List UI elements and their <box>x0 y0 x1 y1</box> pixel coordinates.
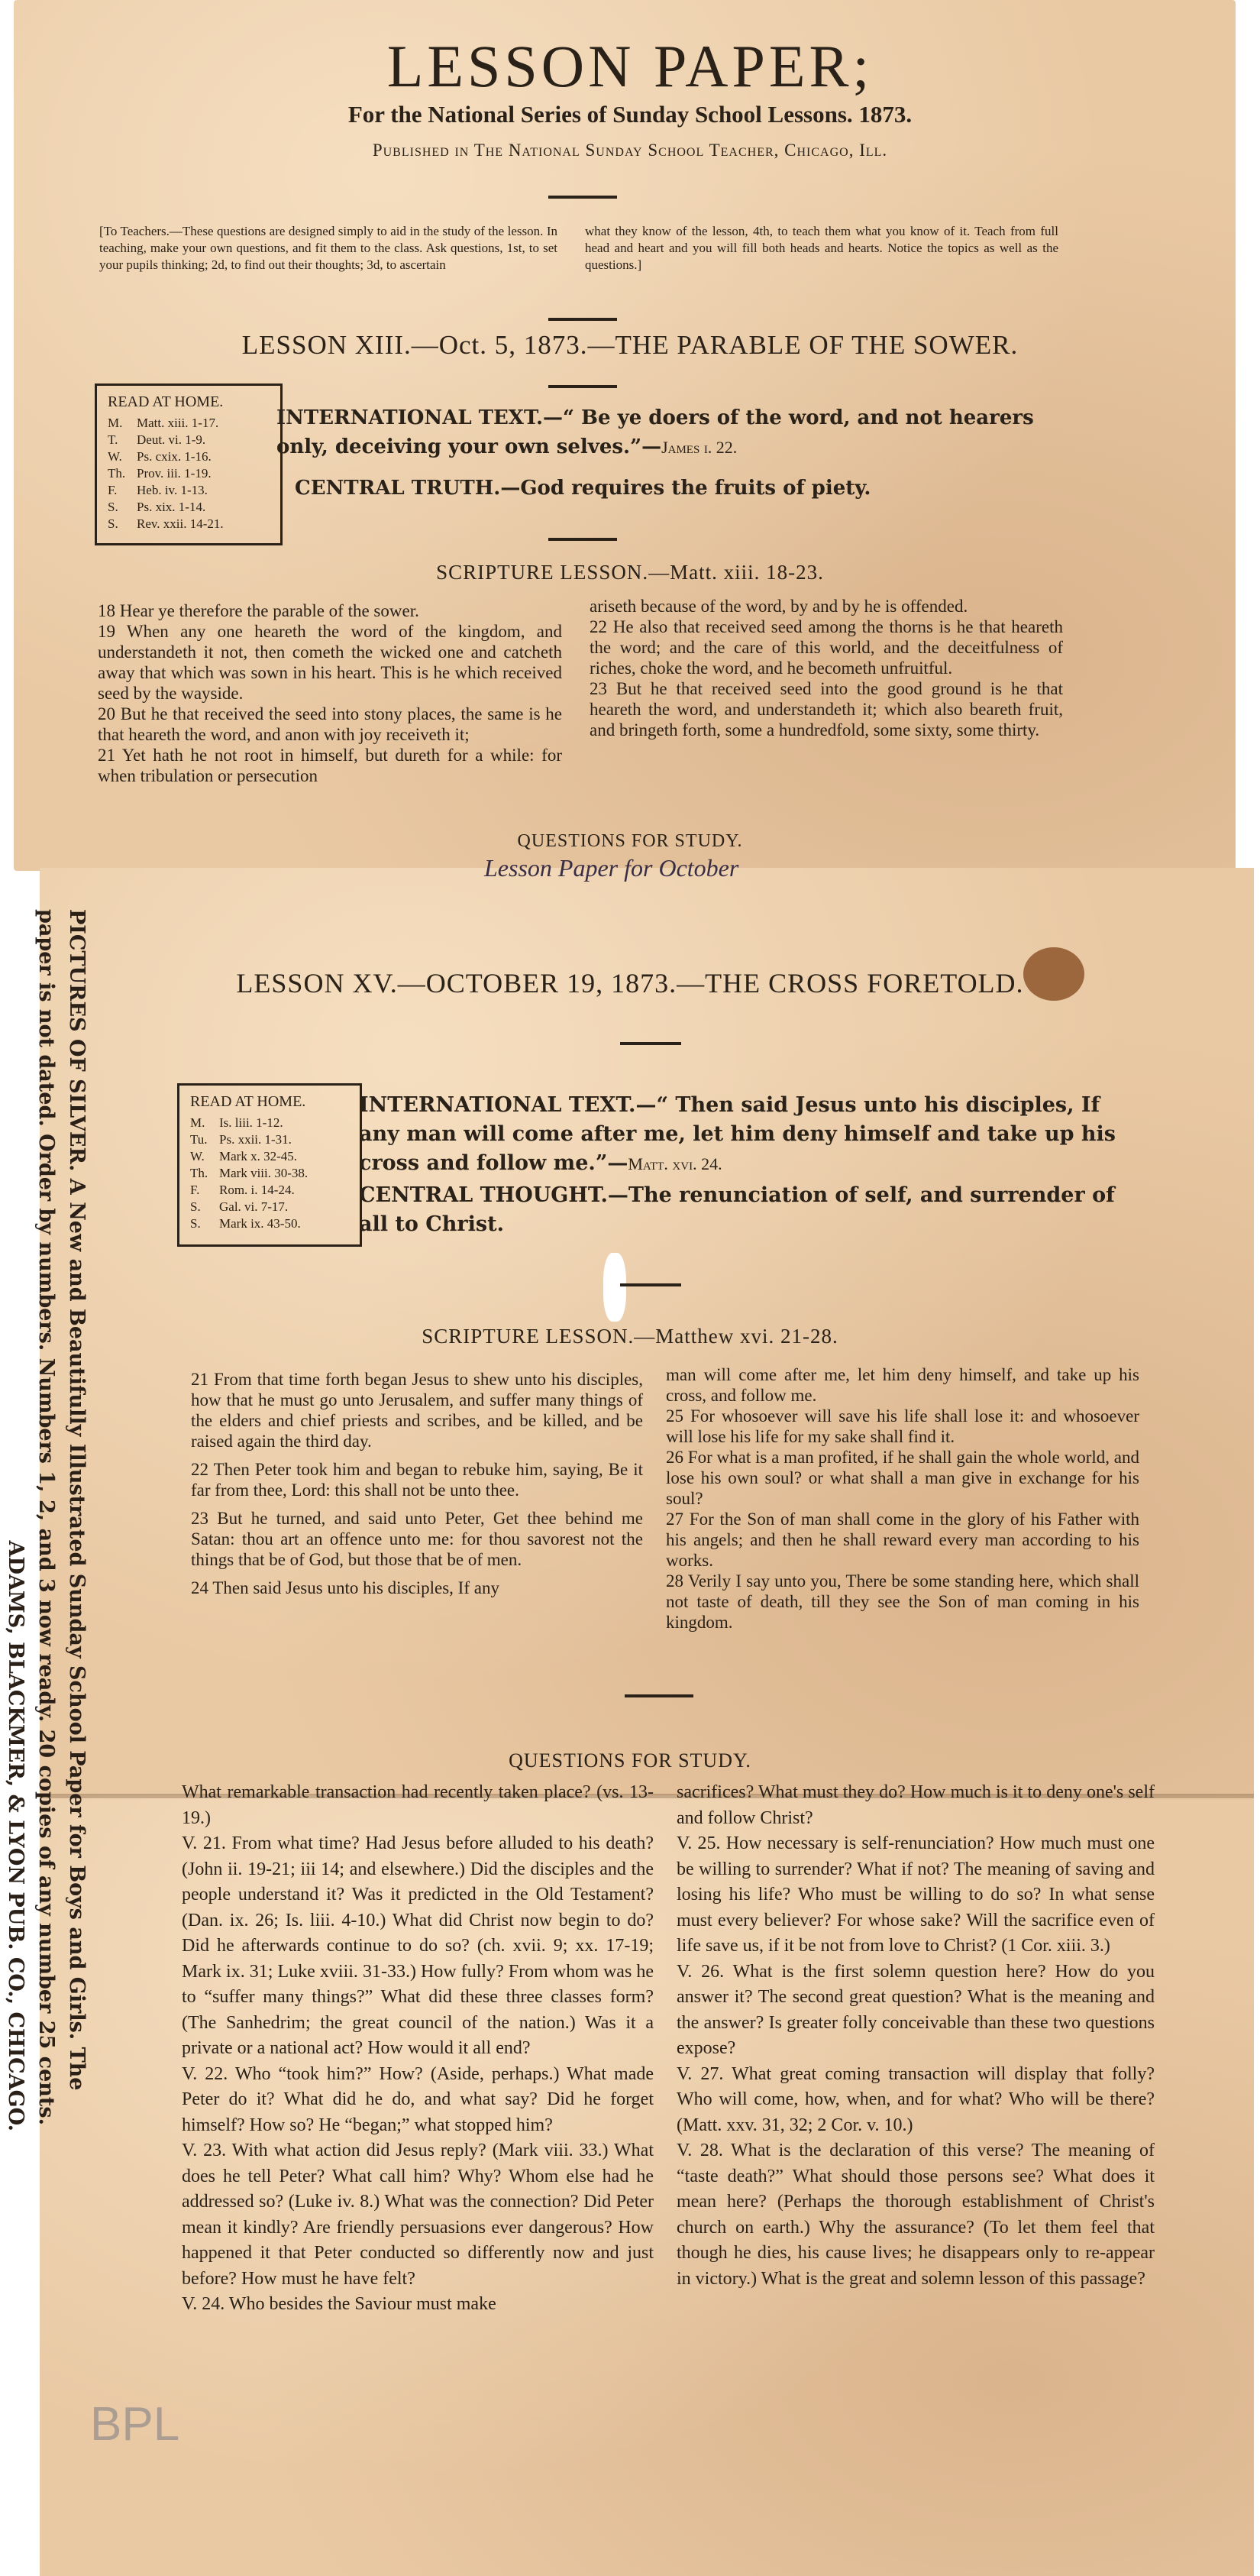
reading-row: Tu. Ps. xxii. 1-31. <box>190 1132 292 1147</box>
reading-row: S. Gal. vi. 7-17. <box>190 1199 289 1214</box>
handwritten-note: Lesson Paper for October <box>484 854 739 882</box>
divider <box>548 196 617 199</box>
divider <box>620 1042 681 1045</box>
reading-row: M. Matt. xiii. 1-17. <box>108 416 219 430</box>
read-at-home-label: READ AT HOME. <box>108 393 224 410</box>
verse: 23 But he that received seed into the good ground is he that heareth the word, and understandeth it; which also beareth fruit, and bringeth forth, some a hundredfold, some sixty, some thirty. <box>590 679 1063 739</box>
publisher-line: Published in The National Sunday School Teacher, Chicago, Ill. <box>372 141 888 160</box>
divider <box>548 318 617 321</box>
teacher-note-left: [To Teachers.—These questions are designed simply to aid in the study of the lesson. In teaching, make your own questions, and fit them to the class. Ask questions, 1st, to set your pupils thinking; 2d, to find out their thoughts; 3d, to ascertain <box>99 224 557 272</box>
teacher-note-right: what they know of the lesson, 4th, to teach them what you know of it. Teach from full head and heart and you will fill both heads and hearts. Notice the topics as well as the questions.] <box>585 224 1058 272</box>
verse: 21 From that time forth began Jesus to shew unto his disciples, how that he must go unto Jerusalem, and suffer many things of the elders and chief priests and scribes, and be killed, and be raised again the third day. <box>191 1370 643 1451</box>
lesson13-questions-heading: QUESTIONS FOR STUDY. <box>517 831 743 851</box>
library-watermark: BPL <box>90 2398 180 2451</box>
lesson13-international-text: INTERNATIONAL TEXT.—“ Be ye doers of the word, and not hearers only, deceiving your own selves.”—James i. 22. <box>276 406 1034 458</box>
verse: 27 For the Son of man shall come in the glory of his Father with his angels; and then he shall reward every man according to his works. <box>666 1510 1139 1570</box>
reading-row: S. Rev. xxii. 14-21. <box>108 516 224 531</box>
reading-row: Th. Mark viii. 30-38. <box>190 1166 309 1180</box>
verse: 22 He also that received seed among the thorns is he that heareth the word; and the care of this world, and the deceitfulness of riches, choke the word, and he becometh unfruitful. <box>590 617 1063 678</box>
divider <box>620 1283 681 1286</box>
verse: 24 Then said Jesus unto his disciples, If any <box>191 1578 499 1597</box>
verse: 22 Then Peter took him and began to rebuke him, saying, Be it far from thee, Lord: this shall not be unto thee. <box>191 1460 643 1500</box>
verse: ariseth because of the word, by and by he is offended. <box>590 597 968 616</box>
lesson15-central-thought: CENTRAL THOUGHT.—The renunciation of self, and surrender of all to Christ. <box>359 1183 1115 1236</box>
verse: 19 When any one heareth the word of the kingdom, and understandeth it not, then cometh the wicked one and catcheth away that which was sown in his heart. This is he which received seed by the wayside. <box>98 622 562 703</box>
verse: 23 But he turned, and said unto Peter, Get thee behind me Satan: thou art an offence unto me: for thou savorest not the things that be of God, but those that be of men. <box>191 1509 643 1569</box>
page-title: LESSON PAPER; <box>386 33 874 99</box>
question-block: V. 22. Who “took him?” How? (Aside, perhaps.) What made Peter do it? What did he do, and what say? Did he forget himself? How so? He “began;” what stopped him? <box>182 2063 654 2135</box>
reading-row: Th. Prov. iii. 1-19. <box>108 466 212 481</box>
question-block: V. 28. What is the declaration of this verse? The meaning of “taste death?” What should those persons see? What does it mean here? (Perhaps the thorough establishment of Christ's church on earth.) Why the assurance? (To let them feel that though he dies, his cause lives; he disappears only to re-appear in victory.) What is the great and solemn lesson of this passage? <box>677 2141 1155 2289</box>
lesson15-heading: LESSON XV.—OCTOBER 19, 1873.—THE CROSS FORETOLD. <box>236 968 1024 998</box>
reading-row: F. Heb. iv. 1-13. <box>108 483 208 497</box>
reading-row: S. Ps. xix. 1-14. <box>108 500 206 514</box>
verse: 21 Yet hath he not root in himself, but dureth for a while: for when tribulation or persecution <box>98 746 562 785</box>
reading-row: T. Deut. vi. 1-9. <box>108 432 206 447</box>
lesson13-heading: LESSON XIII.—Oct. 5, 1873.—THE PARABLE OF THE SOWER. <box>241 330 1019 360</box>
questions-left-column <box>182 1780 654 2318</box>
divider <box>548 385 617 388</box>
question-block: V. 23. With what action did Jesus reply? (Mark viii. 33.) What does he tell Peter? What call him? Why? Whom else had he addressed so? (Luke iv. 8.) What was the connection? Did Peter mean it kindly? Are friendly persuasions ever dangerous? How happened it that Peter conducted so differently now and just before? How must he have felt? <box>182 2141 654 2289</box>
lesson15-questions-heading: QUESTIONS FOR STUDY. <box>509 1749 751 1772</box>
lesson15-international-text: INTERNATIONAL TEXT.—“ Then said Jesus unto his disciples, If any man will come after me, let him deny himself and take up his cross and follow me.”—Matt. xvi. 24. <box>359 1093 1116 1175</box>
questions-right-column <box>677 1780 1155 2292</box>
reading-row: W. Mark x. 32-45. <box>190 1149 297 1163</box>
question-block: sacrifices? What must they do? How much is it to deny one's self and follow Christ? <box>677 1782 1155 1828</box>
question-block: V. 24. Who besides the Saviour must make <box>182 2294 496 2314</box>
question-block: V. 27. What great coming transaction will display that folly? Who will come, how, when, and for what? Who will be there? (Matt. xxv. 31, 32; 2 Cor. v. 10.) <box>677 2063 1155 2135</box>
verse: man will come after me, let him deny himself, and take up his cross, and follow me. <box>666 1365 1139 1405</box>
verse: 25 For whosoever will save his life shall lose it: and whosoever will lose his life for my sake shall find it. <box>666 1406 1139 1446</box>
lesson15-verses-right <box>666 1364 1139 1633</box>
verse: 20 But he that received the seed into stony places, the same is he that heareth the word, and anon with joy receiveth it; <box>98 704 562 744</box>
question-block: V. 26. What is the first solemn question here? How do you answer it? The second great question? What is the meaning and the answer? Is greater folly conceivable than these two questions expose? <box>677 1961 1155 2058</box>
question-block: V. 25. How necessary is self-renunciation? How much must one be willing to surrender? What if not? The meaning of saving and losing his life? Who must be willing to do so? In what sense must every believer? For whose sake? Will the sacrifice even of life save us, if it be not from love to Christ? (1 Cor. xiii. 3.) <box>677 1833 1155 1956</box>
ad-line: PICTURES OF SILVER. A New and Beautifully Illustrated Sunday School Paper for Boys and Girls. The <box>65 909 89 2091</box>
lesson13-verses-right <box>590 596 1063 740</box>
question-block: V. 21. From what time? Had Jesus before alluded to his death? (John ii. 19-21; iii 14; and elsewhere.) Did the disciples and the people understand it? Was it predicted in the Old Testament? (Dan. ix. 26; Is. liii. 4-10.) What did Christ now begin to do? Did he afterwards continue to do so? (ch. xvii. 9; xx. 17-19; Mark ix. 31; Luke xviii. 31-33.) How fully? From whom was he to “suffer many things?” What did these three classes form? (The Sanhedrim; the great council of the nation.) Was it a private or a national act? How would it all end? <box>182 1833 654 2058</box>
verse: 26 For what is a man profited, if he shall gain the whole world, and lose his own soul? or what shall a man give in exchange for his soul? <box>666 1448 1139 1508</box>
reading-row: M. Is. liii. 1-12. <box>190 1115 283 1130</box>
lesson13-read-at-home <box>95 383 283 545</box>
divider <box>548 538 617 541</box>
read-at-home-label: READ AT HOME. <box>190 1093 306 1110</box>
margin-advertisement <box>4 909 92 2131</box>
verse: 18 Hear ye therefore the parable of the sower. <box>98 601 419 620</box>
question-block: What remarkable transaction had recently taken place? (vs. 13-19.) <box>182 1782 654 1828</box>
ad-line: ADAMS, BLACKMER, & LYON PUB. CO., CHICAGO. <box>4 1540 27 2131</box>
paper-hole <box>603 1253 626 1322</box>
lesson13-verses-left <box>98 600 562 786</box>
lesson15-read-at-home <box>177 1083 362 1247</box>
verse: 28 Verily I say unto you, There be some standing here, which shall not taste of death, till they see the Son of man coming in his kingdom. <box>666 1571 1139 1632</box>
lesson15-scripture-heading: SCRIPTURE LESSON.—Matthew xvi. 21-28. <box>422 1325 838 1348</box>
reading-row: S. Mark ix. 43-50. <box>190 1216 301 1231</box>
ad-line: paper is not dated. Order by numbers. Numbers 1, 2, and 3 now ready. 20 copies of any number 25 cents. <box>34 909 58 2125</box>
reading-row: F. Rom. i. 14-24. <box>190 1183 295 1197</box>
page-subtitle: For the National Series of Sunday School Lessons. 1873. <box>347 101 913 128</box>
lesson13-scripture-heading: SCRIPTURE LESSON.—Matt. xiii. 18-23. <box>436 561 824 584</box>
divider <box>625 1694 693 1697</box>
lesson15-verses-left <box>191 1369 643 1598</box>
lesson13-central-truth: CENTRAL TRUTH.—God requires the fruits of piety. <box>295 477 871 500</box>
reading-row: W. Ps. cxix. 1-16. <box>108 449 212 464</box>
